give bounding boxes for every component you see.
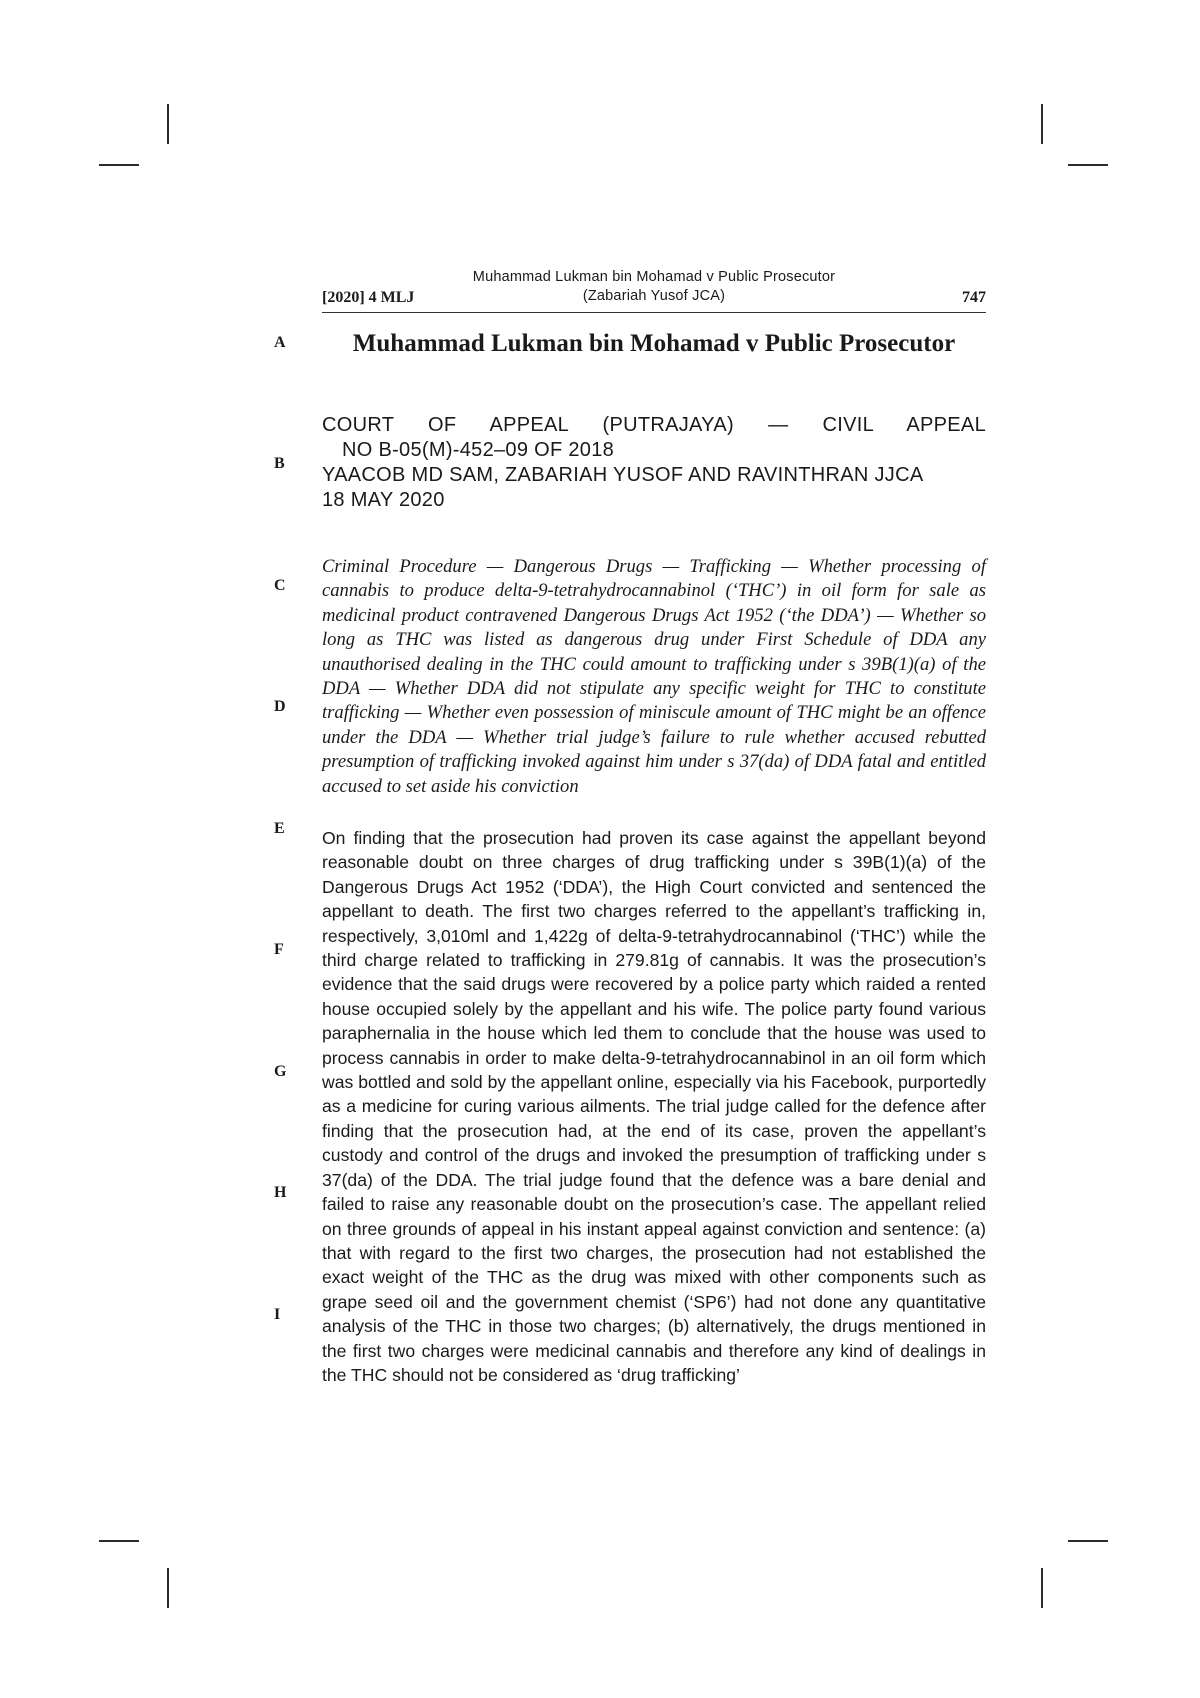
margin-letter-g: G xyxy=(274,1063,287,1080)
margin-letter-c: C xyxy=(274,577,286,594)
appeal-number: NO B-05(M)-452–09 OF 2018 xyxy=(342,439,615,461)
judges-line: YAACOB MD SAM, ZABARIAH YUSOF AND RAVINTHRAN JJCA xyxy=(322,464,924,486)
court-info xyxy=(322,413,986,513)
crop-mark-top-left-horizontal xyxy=(99,164,139,166)
crop-mark-top-right-horizontal xyxy=(1068,164,1108,166)
catchwords: Criminal Procedure — Dangerous Drugs — Trafficking — Whether processing of cannabis to produce delta-9-tetrahydrocannabinol (‘THC’) in oil form for sale as medicinal product contravened Dangerous Drugs Act 1952 (‘the DDA’) — Whether so long as THC was listed as dangerous drug under First Schedule of DDA any unauthorised dealing in the THC could amount to trafficking under s 39B(1)(a) of the DDA — Whether DDA did not stipulate any specific weight for THC to constitute trafficking — Whether even possession of miniscule amount of THC might be an offence under the DDA — Whether trial judge’s failure to rule whether accused rebutted presumption of trafficking invoked against him under s 37(da) of DDA fatal and entitled accused to set aside his conviction xyxy=(322,556,986,797)
margin-letter-h: H xyxy=(274,1184,287,1201)
margin-letter-i: I xyxy=(274,1306,281,1323)
crop-mark-bottom-left-vertical xyxy=(167,1568,169,1608)
crop-mark-bottom-right-horizontal xyxy=(1068,1540,1108,1542)
running-header-title xyxy=(322,268,986,306)
running-header-title-line1: Muhammad Lukman bin Mohamad v Public Prosecutor xyxy=(472,269,836,285)
margin-letter-d: D xyxy=(274,698,286,715)
crop-mark-bottom-right-vertical xyxy=(1041,1568,1043,1608)
margin-letter-a: A xyxy=(274,334,286,351)
crop-mark-bottom-left-horizontal xyxy=(99,1540,139,1542)
running-header xyxy=(322,268,986,313)
court-line: COURT OF APPEAL (PUTRAJAYA) — CIVIL APPEAL xyxy=(322,414,986,436)
law-report-citation: [2020] 4 MLJ xyxy=(322,289,415,306)
running-header-title-line2: (Zabariah Yusof JCA) xyxy=(582,288,726,304)
crop-mark-top-right-vertical xyxy=(1041,104,1043,144)
crop-mark-top-left-vertical xyxy=(167,104,169,144)
case-title: Muhammad Lukman bin Mohamad v Public Prosecutor xyxy=(352,330,956,357)
page-number: 747 xyxy=(962,289,986,306)
decision-date: 18 MAY 2020 xyxy=(322,489,445,511)
headnote-paragraph: On finding that the prosecution had proven its case against the appellant beyond reasonable doubt on three charges of drug trafficking under s 39B(1)(a) of the Dangerous Drugs Act 1952 (‘DDA’), the High Court convicted and sentenced the appellant to death. The first two charges referred to the appellant’s trafficking in, respectively, 3,010ml and 1,422g of delta-9-tetrahydrocannabinol (‘THC’) while the third charge related to trafficking in 279.81g of cannabis. It was the prosecution’s evidence that the said drugs were recovered by a police party which raided a rented house occupied solely by the appellant and his wife. The police party found various paraphernalia in the house which led them to conclude that the house was used to process cannabis in order to make delta-9-tetrahydrocannabinol in an oil form which was bottled and sold by the appellant online, especially via his Facebook, purportedly as a medicine for curing various ailments. The trial judge called for the defence after finding that the prosecution had, at the end of its case, proven the appellant’s custody and control of the drugs and invoked the presumption of trafficking under s 37(da) of the DDA. The trial judge found that the defence was a bare denial and failed to raise any reasonable doubt on the prosecution’s case. The appellant relied on three grounds of appeal in his instant appeal against conviction and sentence: (a) that with regard to the first two charges, the prosecution had not established the exact weight of the THC as the drug was mixed with other components such as grape seed oil and the government chemist (‘SP6’) had not done any quantitative analysis of the THC in those two charges; (b) alternatively, the drugs mentioned in the first two charges were medicinal cannabis and therefore any kind of dealings in the THC should not be considered as ‘drug trafficking’ xyxy=(322,828,986,1385)
margin-letter-b: B xyxy=(274,455,285,472)
margin-letter-e: E xyxy=(274,820,285,837)
margin-letter-f: F xyxy=(274,941,284,958)
